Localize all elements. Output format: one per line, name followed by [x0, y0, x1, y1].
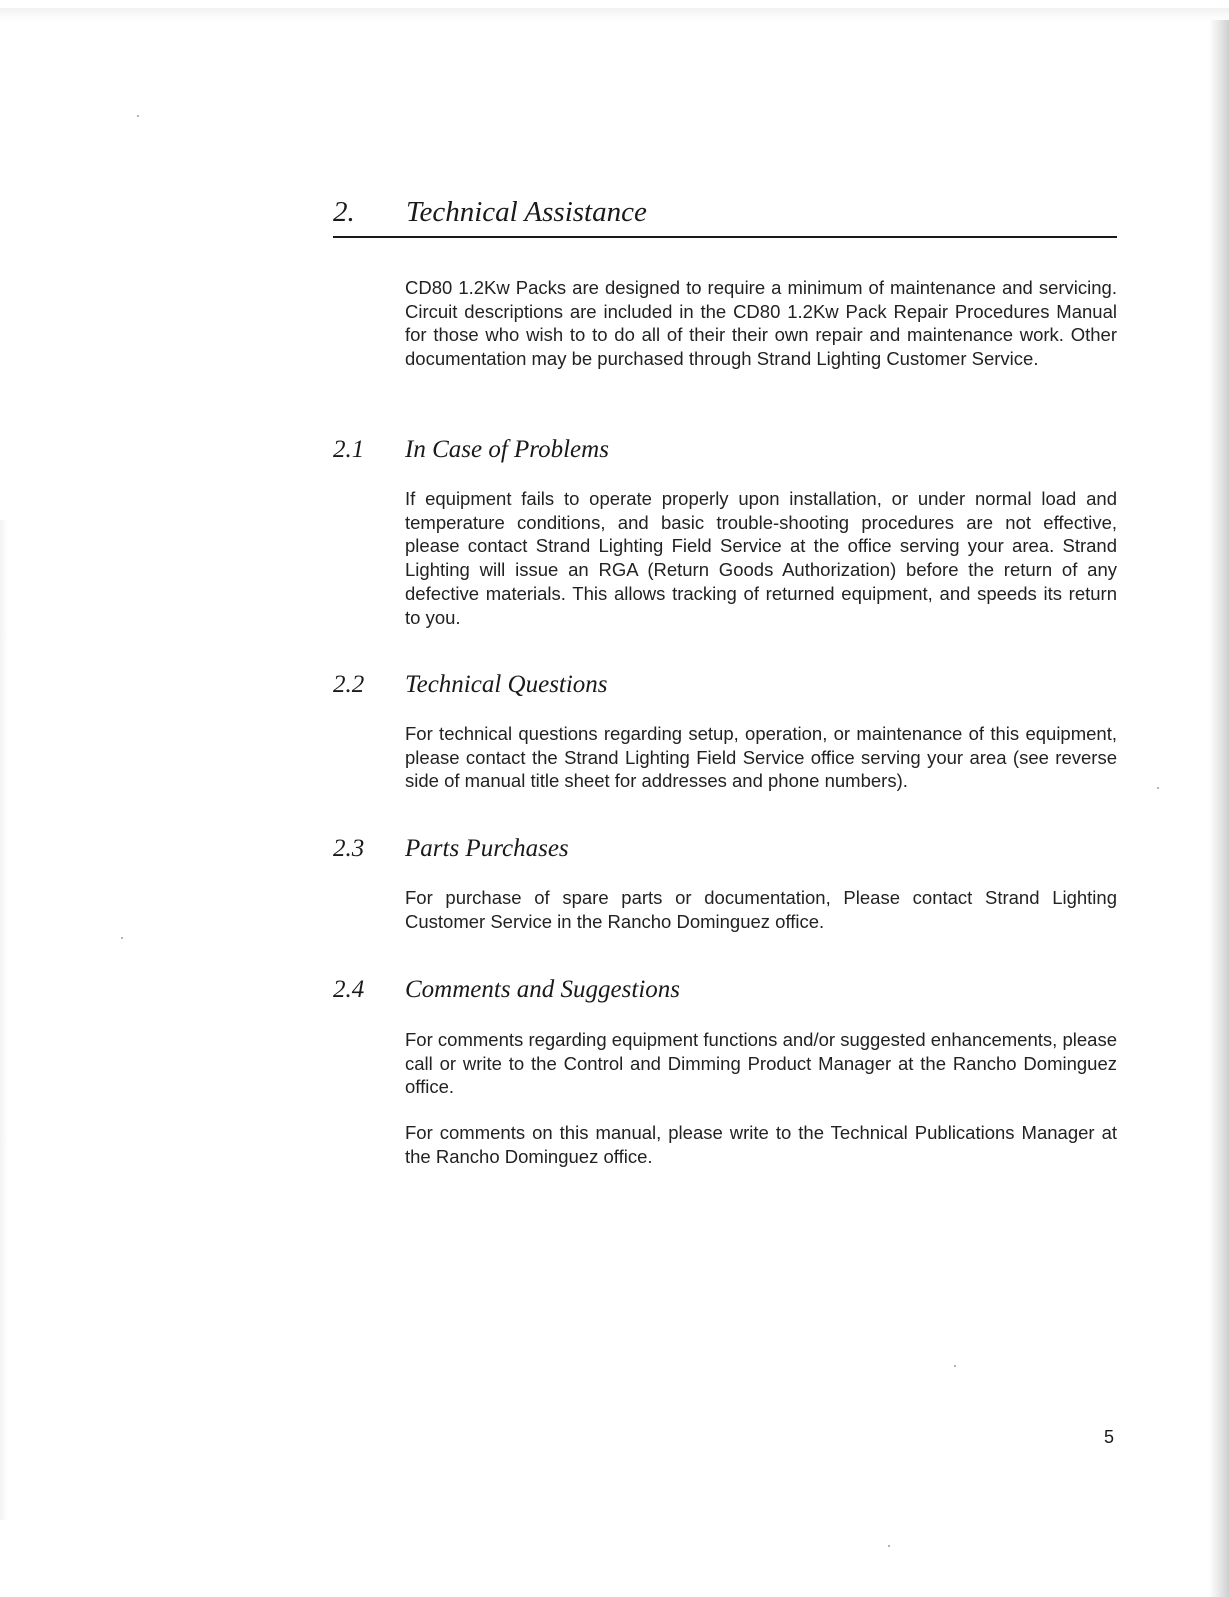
- section-paragraph-parts-purchases: For purchase of spare parts or documentation, Please contact Strand Lighting Customer Service in the Rancho Dominguez office.: [405, 887, 1117, 932]
- page-number: 5: [1104, 1427, 1115, 1447]
- section-title-technical-questions: Technical Questions: [405, 671, 608, 698]
- section-paragraph-technical-questions: For technical questions regarding setup, operation, or maintenance of this equipment, please contact the Strand Lighting Field Service office serving your area (see reverse side of manual title sheet for addresses and phone numbers).: [405, 723, 1117, 792]
- scan-speck: [121, 937, 123, 939]
- section-number-2-2: 2.2: [333, 671, 365, 698]
- scan-top-edge: [0, 8, 1229, 22]
- chapter-title: Technical Assistance: [406, 196, 647, 228]
- section-number-2-1: 2.1: [333, 436, 365, 463]
- scan-left-edge: [0, 520, 8, 1520]
- scan-speck: [888, 1545, 890, 1547]
- section-title-parts-purchases: Parts Purchases: [405, 835, 569, 862]
- scan-speck: [1157, 787, 1159, 789]
- section-number-2-4: 2.4: [333, 976, 365, 1003]
- chapter-heading: [333, 190, 1117, 238]
- chapter-intro: CD80 1.2Kw Packs are designed to require a minimum of maintenance and servicing. Circuit descriptions are included in the CD80 1.2Kw Pack Repair Procedures Manual for those who wish to to do all of their their own repair and maintenance work. Other documentation may be purchased through Strand Lighting Customer Service.: [405, 277, 1117, 370]
- section-paragraph-manual-comments: For comments on this manual, please write to the Technical Publications Manager at the Rancho Dominguez office.: [405, 1122, 1117, 1167]
- section-number-2-3: 2.3: [333, 835, 365, 862]
- section-title-in-case-of-problems: In Case of Problems: [405, 436, 609, 463]
- section-paragraph-comments: For comments regarding equipment functions and/or suggested enhancements, please call or write to the Control and Dimming Product Manager at the Rancho Dominguez office.: [405, 1029, 1117, 1098]
- section-paragraph-problems: If equipment fails to operate properly upon installation, or under normal load and temperature conditions, and basic trouble-shooting procedures are not effective, please contact Strand Lighting Field Service at the office serving your area. Strand Lighting will issue an RGA (Return Goods Authorization) before the return of any defective materials. This allows tracking of returned equipment, and speeds its return to you.: [405, 488, 1117, 628]
- scan-speck: [137, 115, 139, 117]
- scan-right-edge: [1209, 20, 1229, 1597]
- section-title-comments-and-suggestions: Comments and Suggestions: [405, 976, 680, 1003]
- chapter-number: 2.: [333, 196, 355, 228]
- scan-speck: [954, 1365, 956, 1367]
